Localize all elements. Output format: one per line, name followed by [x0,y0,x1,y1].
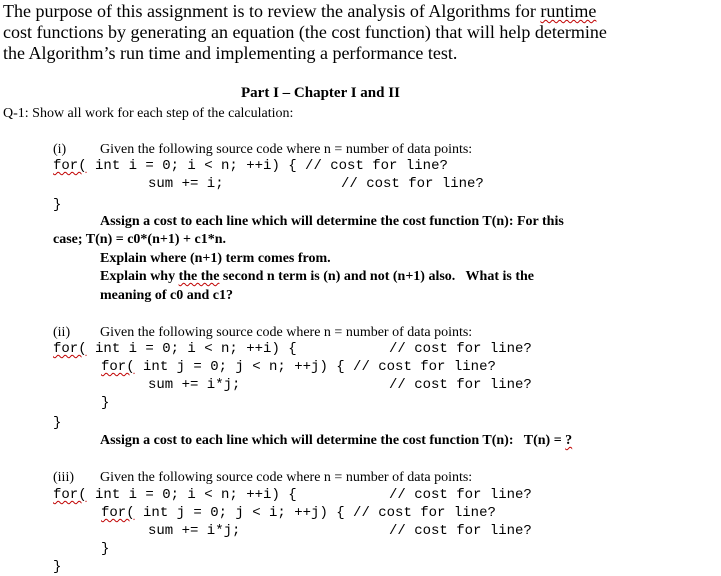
sec2-bold-line [100,432,572,450]
sec3-code-line-2-rest: int j = 0; j < i; ++j) { // cost for line? [134,505,496,521]
sec1-label: (i) [53,142,67,157]
sec1-bold-line-3: Explain where (n+1) term comes from. [100,251,331,266]
sec2-code-line-3: sum += i*j; [148,377,241,393]
sec1-bold-line-5: meaning of c0 and c1? [100,288,233,303]
sec3-inner-close-brace: } [101,541,110,557]
sec2-bold-line-text: Assign a cost to each line which will determine the cost function T(n): T(n) = [100,433,566,448]
sec2-code-line-1-rest: int i = 0; i < n; ++i) { [86,341,297,357]
sec1-close-brace: } [53,197,62,213]
intro-line-3: the Algorithm’s run time and implementing a performance test. [3,43,458,63]
sec2-label: (ii) [53,325,71,340]
sec2-given: Given the following source code where n = number of data points: [100,325,473,340]
intro-line-1-text: The purpose of this assignment is to review the analysis of Algorithms for [3,1,541,21]
intro-line-2: cost functions by generating an equation (the cost function) that will help determine [3,22,607,42]
sec1-code-line-2: sum += i; [148,176,224,192]
sec3-inner-for-keyword: for( [101,505,135,521]
sec3-given: Given the following source code where n = number of data points: [100,470,473,485]
sec1-spell-words: the the [178,269,220,284]
sec1-for-keyword: for( [53,158,87,174]
sec2-outer-close-brace: } [53,415,62,431]
intro-line-1 [3,0,596,22]
sec3-code-line-1-comment: // cost for line? [389,487,532,503]
sec1-code-line-2-comment: // cost for line? [341,176,484,192]
sec3-label: (iii) [53,470,74,485]
sec2-code-line-3-comment: // cost for line? [389,377,532,393]
intro-spell-word: runtime [540,1,597,21]
sec1-given: Given the following source code where n = number of data points: [100,142,473,157]
sec1-bold-line-4-pre: Explain why [100,269,179,284]
sec2-inner-close-brace: } [101,395,110,411]
sec1-bold-line-1: Assign a cost to each line which will determine the cost function T(n): For this [100,214,564,229]
sec3-code-line-1-rest: int i = 0; i < n; ++i) { [86,487,297,503]
sec1-bold-line-4-post: second n term is (n) and not (n+1) also. What is the [219,269,534,284]
sec3-code-line-2 [101,504,496,522]
sec2-code-line-1-comment: // cost for line? [389,341,532,357]
sec2-inner-for-keyword: for( [101,359,135,375]
part-title: Part I – Chapter I and II [241,85,400,101]
sec1-code-line-1-rest: int i = 0; i < n; ++i) { // cost for line? [86,158,448,174]
sec2-outer-for-keyword: for( [53,341,87,357]
sec2-code-line-2-rest: int j = 0; j < n; ++j) { // cost for line? [134,359,496,375]
sec1-code-line-1 [53,157,448,175]
sec3-outer-for-keyword: for( [53,487,87,503]
sec3-code-line-1 [53,486,297,504]
sec3-code-line-3: sum += i*j; [148,523,241,539]
sec2-code-line-2 [101,358,496,376]
q1-heading: Q-1: Show all work for each step of the calculation: [3,106,294,121]
sec2-spell-mark: ? [565,433,573,448]
sec3-outer-close-brace: } [53,559,62,575]
sec3-code-line-3-comment: // cost for line? [389,523,532,539]
sec2-code-line-1 [53,340,297,358]
sec1-bold-line-2: case; T(n) = c0*(n+1) + c1*n. [53,232,226,247]
sec1-bold-line-4 [100,268,534,286]
